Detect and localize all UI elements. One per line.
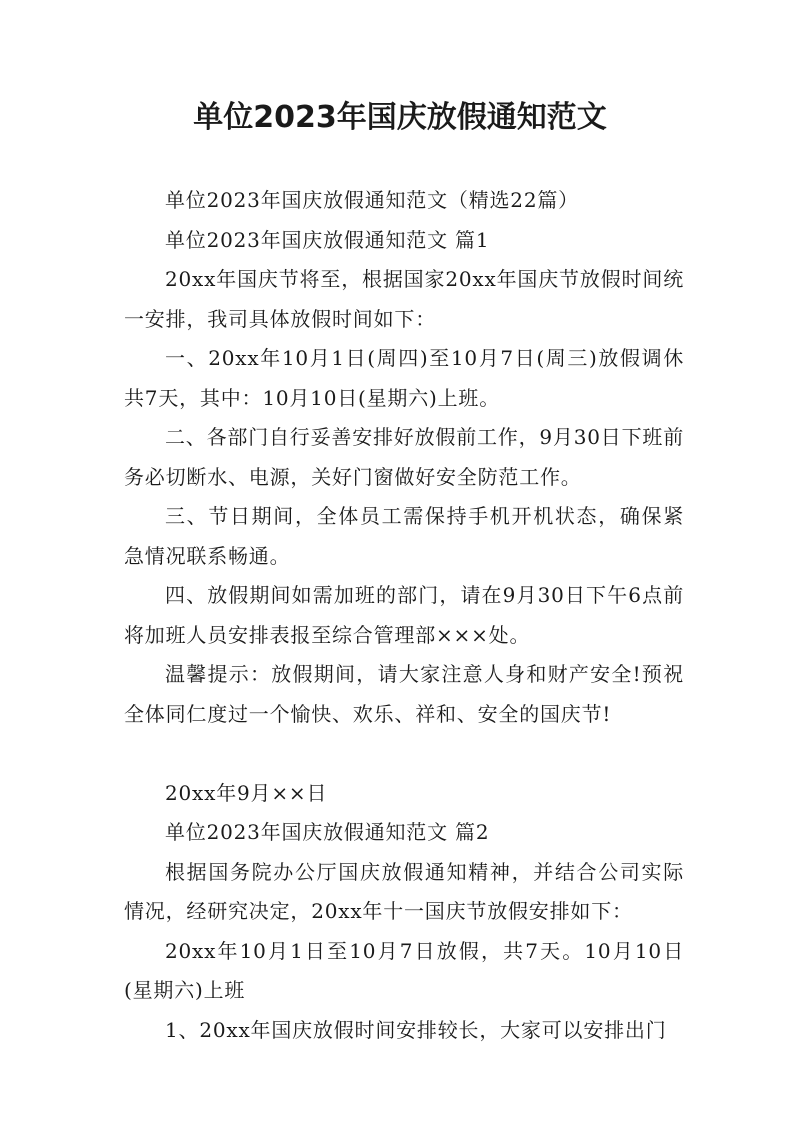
paragraph: 20xx年10月1日至10月7日放假，共7天。10月10日(星期六)上班	[124, 938, 684, 1002]
paragraph: 根据国务院办公厅国庆放假通知精神，并结合公司实际情况，经研究决定，20xx年十一国庆节放假安排如下：	[124, 859, 684, 923]
document-body	[124, 181, 684, 1050]
date-line: 20xx年9月××日	[165, 780, 328, 805]
paragraph: 四、放假期间如需加班的部门，请在9月30日下午6点前将加班人员安排表报至综合管理部×××处。	[124, 583, 684, 647]
paragraph: 三、节日期间，全体员工需保持手机开机状态，确保紧急情况联系畅通。	[124, 504, 684, 568]
paragraph: 二、各部门自行妥善安排好放假前工作，9月30日下班前务必切断水、电源，关好门窗做好安全防范工作。	[124, 425, 684, 489]
paragraph: 1、20xx年国庆放假时间安排较长，大家可以安排出门	[165, 1017, 667, 1042]
paragraph: 一、20xx年10月1日(周四)至10月7日(周三)放假调休共7天，其中：10月10日(星期六)上班。	[124, 346, 684, 410]
section-heading-2: 单位2023年国庆放假通知范文 篇2	[165, 820, 490, 844]
paragraph-intro: 单位2023年国庆放假通知范文（精选22篇）	[165, 188, 579, 212]
document-title: 单位2023年国庆放假通知范文	[193, 100, 607, 135]
section-heading-1: 单位2023年国庆放假通知范文 篇1	[165, 227, 490, 252]
blank-line	[124, 734, 684, 774]
paragraph: 温馨提示：放假期间，请大家注意人身和财产安全!预祝全体同仁度过一个愉快、欢乐、祥和、安全的国庆节!	[124, 662, 684, 726]
paragraph: 20xx年国庆节将至，根据国家20xx年国庆节放假时间统一安排，我司具体放假时间如下：	[124, 267, 684, 331]
